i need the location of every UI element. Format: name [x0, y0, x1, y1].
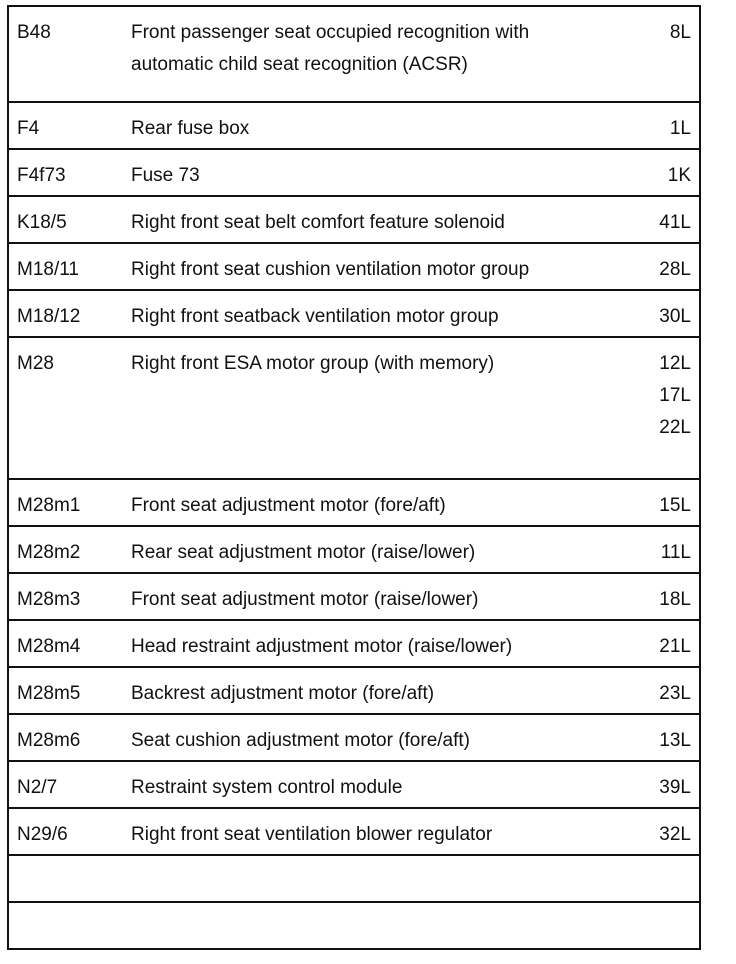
component-description	[131, 584, 631, 616]
table-row	[9, 527, 699, 574]
component-description	[131, 113, 631, 145]
component-code: M28m1	[17, 495, 81, 516]
component-description	[131, 772, 631, 804]
empty-row	[9, 903, 699, 950]
location-value: 21L	[659, 636, 691, 657]
table-row	[9, 715, 699, 762]
location-value: 1K	[667, 165, 691, 186]
grid-location	[659, 254, 691, 286]
description-line: Right front seatback ventilation motor group	[131, 306, 499, 327]
component-description	[131, 301, 631, 333]
location-value: 23L	[659, 683, 691, 704]
grid-location	[668, 160, 691, 192]
component-description	[131, 725, 631, 757]
component-code: K18/5	[17, 212, 67, 233]
description-line: Right front seat cushion ventilation motor group	[131, 259, 530, 280]
empty-row	[9, 856, 699, 903]
table-row	[9, 480, 699, 527]
description-line: Right front seat ventilation blower regulator	[131, 824, 493, 845]
location-value: 15L	[659, 495, 691, 516]
grid-location	[659, 490, 691, 522]
component-code: M28	[17, 353, 54, 374]
component-description	[131, 819, 631, 851]
component-code: N2/7	[17, 777, 58, 798]
grid-location	[659, 301, 691, 333]
description-line: Fuse 73	[131, 165, 200, 186]
component-table	[7, 5, 701, 950]
table-row	[9, 291, 699, 338]
description-line: Seat cushion adjustment motor (fore/aft)	[131, 730, 470, 751]
location-value: 11L	[660, 542, 691, 563]
description-line: Backrest adjustment motor (fore/aft)	[131, 683, 435, 704]
grid-location	[659, 584, 691, 616]
table-row	[9, 103, 699, 150]
component-description	[131, 490, 631, 522]
grid-location	[659, 207, 691, 239]
component-description	[131, 160, 631, 192]
grid-location	[661, 537, 691, 569]
component-code: M28m4	[17, 636, 81, 657]
grid-location	[670, 113, 691, 145]
location-value: 18L	[659, 589, 691, 610]
table-row	[9, 150, 699, 197]
location-value: 22L	[659, 417, 691, 438]
description-line: Right front ESA motor group (with memory)	[131, 353, 495, 374]
table-row	[9, 668, 699, 715]
component-code: N29/6	[17, 824, 68, 845]
description-line: Rear fuse box	[131, 118, 250, 139]
table-row	[9, 197, 699, 244]
grid-location	[659, 678, 691, 710]
table-row	[9, 338, 699, 480]
table-row	[9, 244, 699, 291]
description-line: automatic child seat recognition (ACSR)	[131, 54, 468, 75]
location-value: 28L	[659, 259, 691, 280]
grid-location	[659, 348, 691, 444]
location-value: 17L	[659, 385, 691, 406]
grid-location	[659, 819, 691, 851]
description-line: Front seat adjustment motor (raise/lower)	[131, 589, 479, 610]
location-value: 32L	[659, 824, 691, 845]
component-description	[131, 254, 631, 286]
location-value: 13L	[659, 730, 691, 751]
component-code: F4f73	[17, 165, 66, 186]
component-description	[131, 207, 631, 239]
component-description	[131, 631, 631, 663]
component-code: B48	[17, 22, 51, 43]
component-description	[131, 678, 631, 710]
location-value: 12L	[659, 353, 691, 374]
description-line: Restraint system control module	[131, 777, 403, 798]
component-code: M28m6	[17, 730, 81, 751]
component-code: M28m5	[17, 683, 81, 704]
component-code: F4	[17, 118, 40, 139]
location-value: 41L	[659, 212, 691, 233]
component-description	[131, 17, 631, 81]
description-line: Front seat adjustment motor (fore/aft)	[131, 495, 446, 516]
component-code: M18/11	[17, 259, 79, 280]
location-value: 8L	[669, 22, 691, 43]
table-row	[9, 7, 699, 103]
location-value: 30L	[659, 306, 691, 327]
grid-location	[670, 17, 691, 49]
table-row	[9, 762, 699, 809]
grid-location	[659, 725, 691, 757]
table-row	[9, 809, 699, 856]
description-line: Head restraint adjustment motor (raise/lower)	[131, 636, 513, 657]
description-line: Rear seat adjustment motor (raise/lower)	[131, 542, 476, 563]
component-description	[131, 348, 631, 380]
table-row	[9, 574, 699, 621]
grid-location	[659, 631, 691, 663]
table-row	[9, 621, 699, 668]
description-line: Front passenger seat occupied recognition with	[131, 22, 530, 43]
location-value: 1L	[669, 118, 691, 139]
component-code: M18/12	[17, 306, 81, 327]
component-code: M28m3	[17, 589, 81, 610]
description-line: Right front seat belt comfort feature solenoid	[131, 212, 505, 233]
grid-location	[659, 772, 691, 804]
component-code: M28m2	[17, 542, 81, 563]
location-value: 39L	[659, 777, 691, 798]
component-description	[131, 537, 631, 569]
